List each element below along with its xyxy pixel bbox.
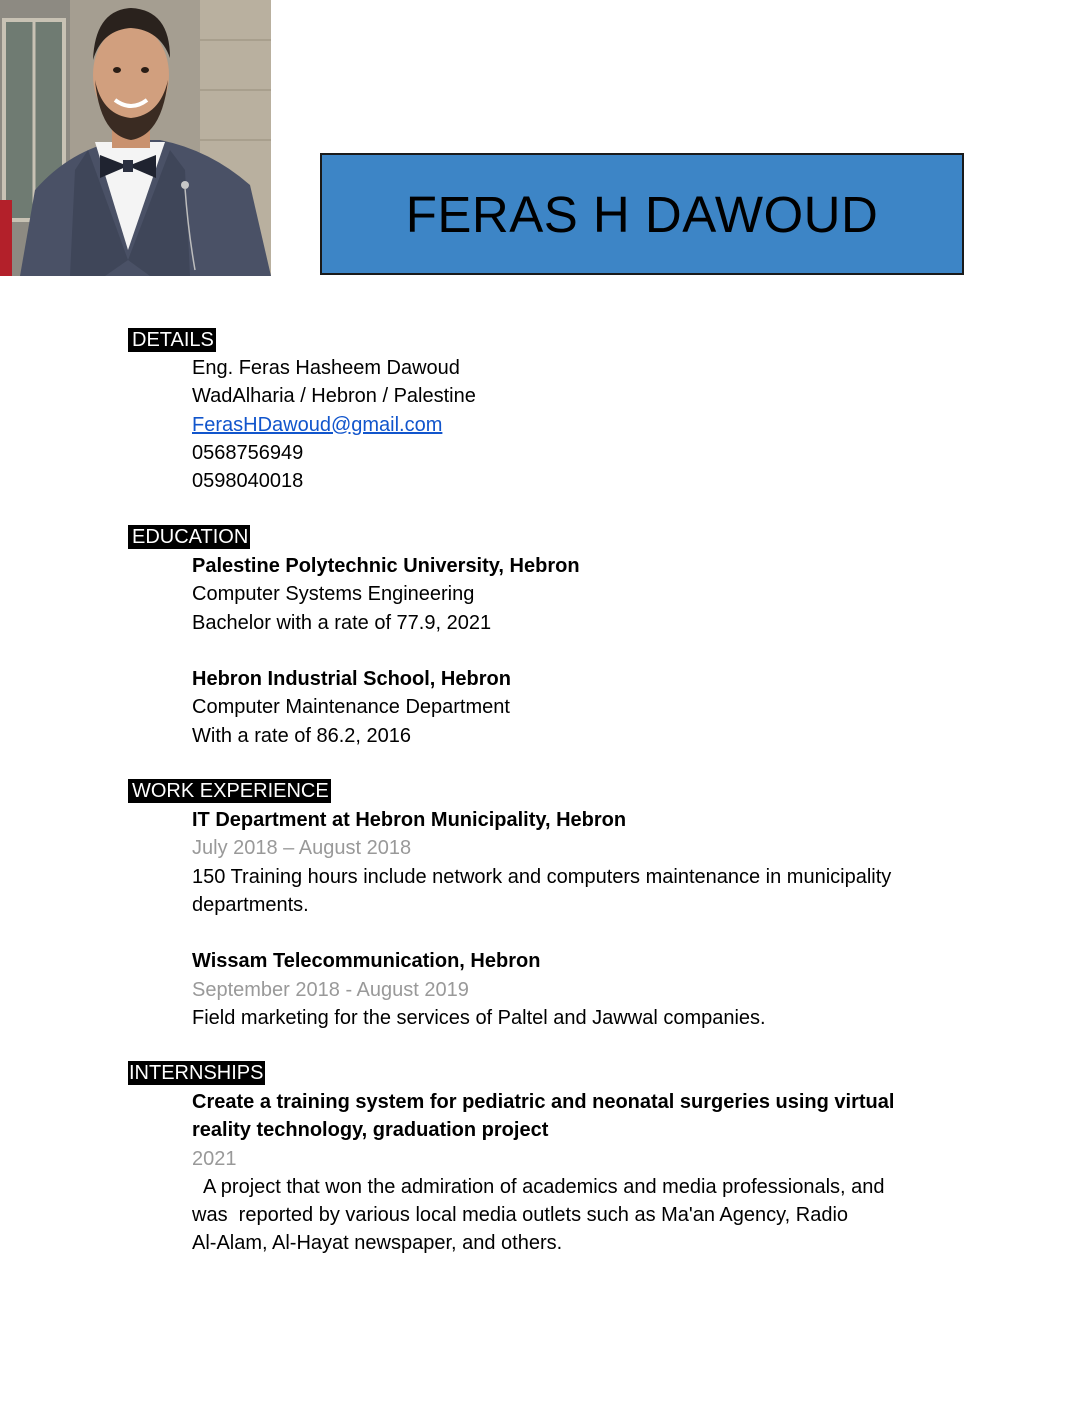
name-header-box [320, 153, 964, 275]
education-school: Palestine Polytechnic University, Hebron [192, 555, 580, 577]
education-result: With a rate of 86.2, 2016 [192, 724, 412, 747]
details-phone-2: 0598040018 [192, 470, 304, 493]
details-full-name: Eng. Feras Hasheem Dawoud [192, 357, 460, 379]
section-label-internships: INTERNSHIPS [129, 1062, 264, 1084]
internship-title-line-2: reality technology, graduation project [192, 1119, 549, 1142]
internship-description-line-3: Al-Alam, Al-Hayat newspaper, and others. [192, 1232, 563, 1255]
details-section [192, 354, 952, 495]
work-dates: July 2018 – August 2018 [192, 837, 412, 860]
education-school: Hebron Industrial School, Hebron [192, 668, 511, 691]
candidate-name: FERAS H DAWOUD [405, 185, 879, 243]
education-section [192, 552, 952, 750]
internship-title-line-1: Create a training system for pediatric and neonatal surgeries using virtual [192, 1091, 895, 1113]
work-title: IT Department at Hebron Municipality, Hebron [192, 809, 627, 831]
profile-photo [0, 0, 271, 276]
section-label-work-experience: WORK EXPERIENCE [128, 779, 331, 803]
education-program: Computer Systems Engineering [192, 583, 475, 606]
work-section [192, 806, 952, 1032]
section-label-education: EDUCATION [128, 525, 250, 549]
section-label-details: DETAILS [128, 328, 216, 352]
details-phone-1: 0568756949 [192, 441, 304, 464]
internship-description-line-1: A project that won the admiration of academics and media professionals, and [203, 1175, 885, 1198]
work-description: Field marketing for the services of Paltel and Jawwal companies. [192, 1007, 766, 1030]
email-link[interactable]: FerasHDawoud@gmail.com [192, 413, 443, 436]
work-dates: September 2018 - August 2019 [192, 978, 469, 1001]
education-program: Computer Maintenance Department [192, 696, 510, 719]
work-description: 150 Training hours include network and computers maintenance in municipality departments. [192, 865, 892, 916]
internship-description-line-2: was reported by various local media outlets such as Ma'an Agency, Radio [192, 1204, 849, 1227]
work-title: Wissam Telecommunication, Hebron [192, 950, 541, 973]
internship-year: 2021 [192, 1147, 237, 1170]
internships-section [192, 1088, 952, 1258]
education-result: Bachelor with a rate of 77.9, 2021 [192, 611, 492, 634]
details-address: WadAlharia / Hebron / Palestine [192, 385, 476, 408]
